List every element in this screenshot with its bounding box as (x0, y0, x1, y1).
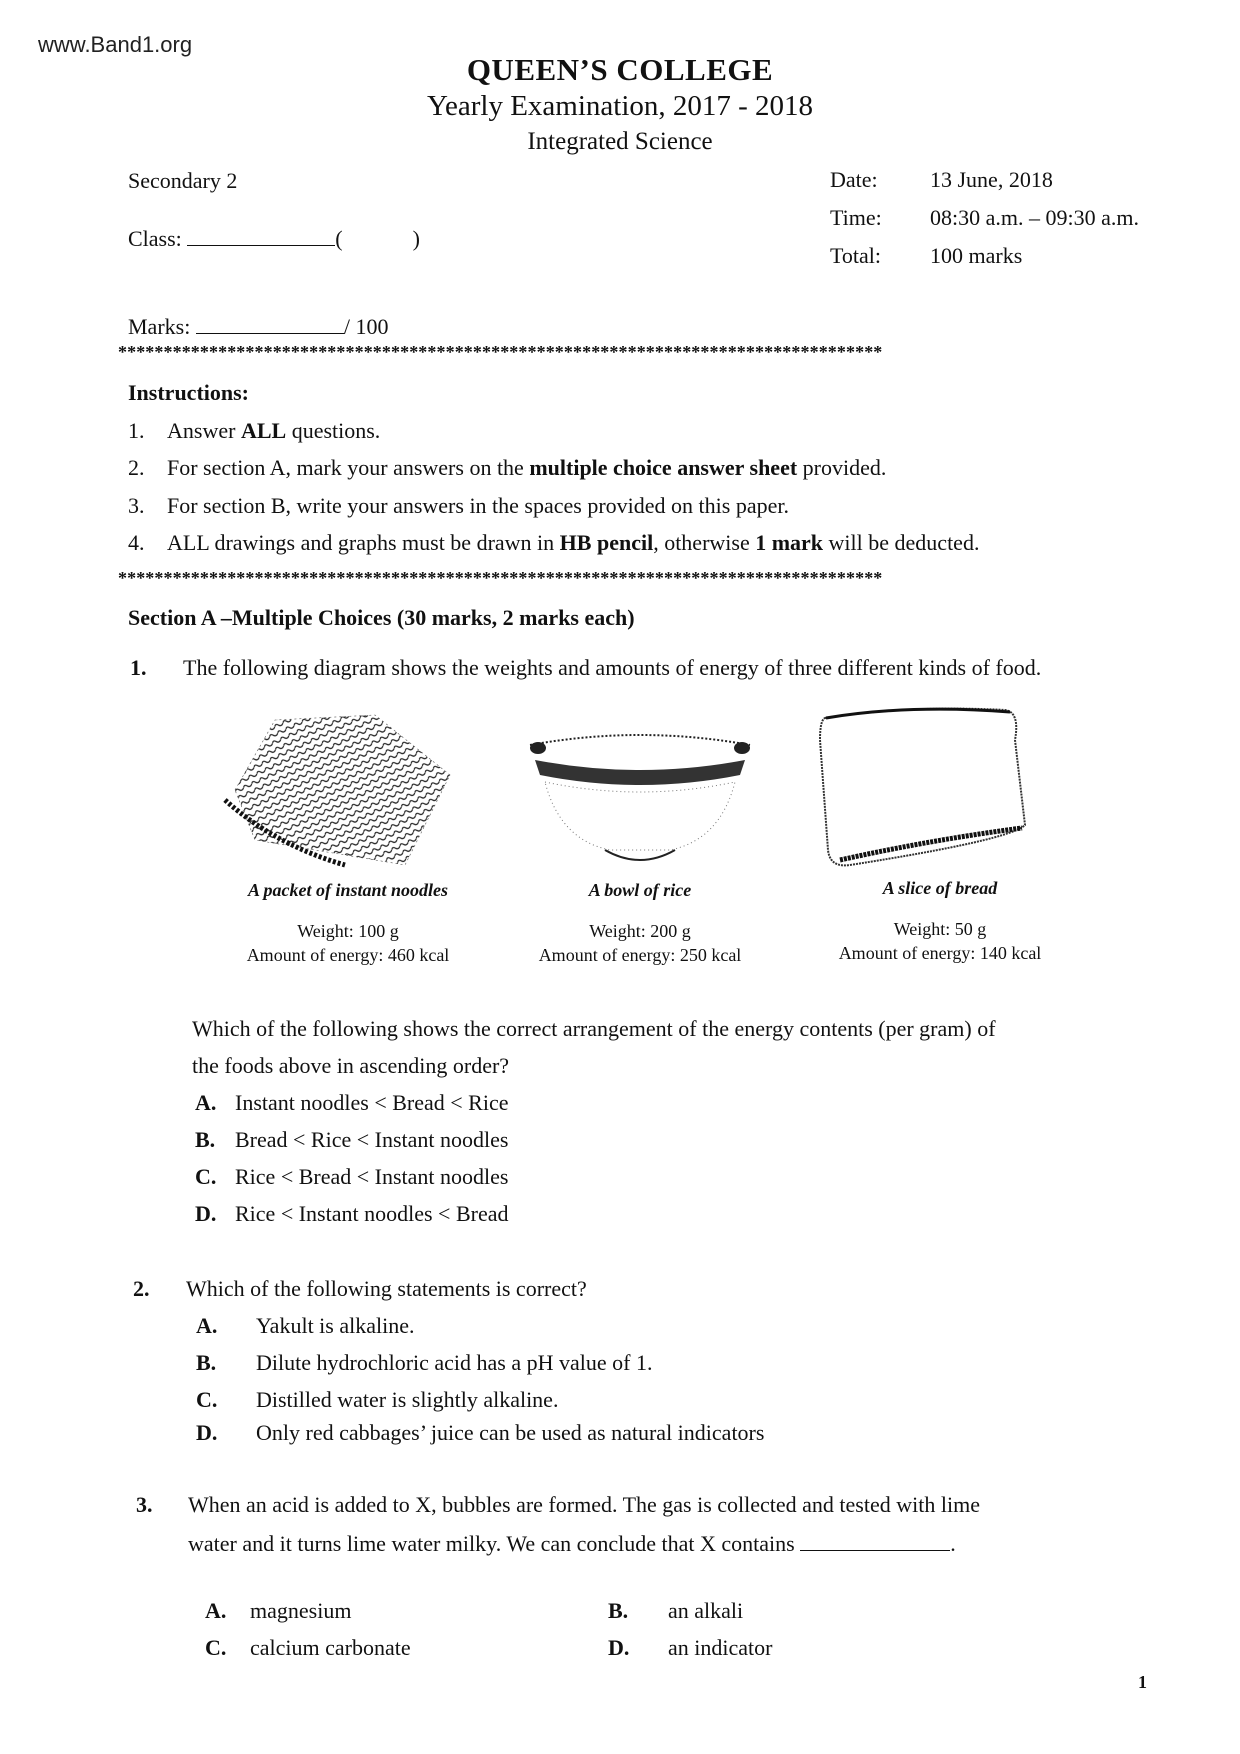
option-text: an alkali (668, 1598, 744, 1623)
instruction-text: provided. (797, 455, 887, 480)
class-paren-open: ( (335, 226, 343, 251)
option-d[interactable] (608, 1635, 772, 1661)
asterisk-separator: ************************************************************************************ (118, 568, 883, 588)
noodles-image (215, 705, 465, 875)
instruction-item (128, 418, 380, 444)
option-text: Rice < Instant noodles < Bread (235, 1201, 509, 1226)
food-card (790, 878, 1090, 965)
question-2 (133, 1276, 150, 1302)
food-name: A slice of bread (882, 878, 998, 898)
food-weight: Weight: 100 g (297, 921, 399, 941)
instruction-emphasis: 1 mark (755, 530, 824, 555)
food-card (490, 880, 790, 967)
option-c[interactable] (205, 1635, 411, 1661)
answer-blank (800, 1530, 950, 1551)
instruction-text: For section A, mark your answers on the (167, 455, 530, 480)
instruction-number: 3. (128, 493, 145, 518)
question-1-stem: Which of the following shows the correct arrangement of the energy contents (per gram) of (192, 1016, 996, 1041)
total-value: 100 marks (930, 243, 1023, 268)
option-b[interactable] (195, 1127, 508, 1153)
food-weight: Weight: 50 g (893, 919, 987, 939)
question-number: 1. (130, 655, 147, 680)
option-label: D. (196, 1420, 218, 1445)
option-a[interactable] (205, 1598, 351, 1624)
instruction-number: 2. (128, 455, 145, 480)
food-name: A packet of instant noodles (247, 880, 449, 900)
food-energy: Amount of energy: 460 kcal (246, 945, 450, 965)
question-3-stem (188, 1530, 956, 1557)
class-paren-close: ) (412, 226, 420, 251)
food-energy: Amount of energy: 140 kcal (838, 943, 1042, 963)
school-name: QUEEN’S COLLEGE (466, 52, 774, 87)
question-2-stem: Which of the following statements is correct? (186, 1276, 587, 1301)
marks-total: / 100 (343, 314, 389, 339)
question-number: 2. (133, 1276, 150, 1301)
instruction-text: will be deducted. (823, 530, 980, 555)
class-label: Class: (128, 226, 182, 251)
option-a[interactable] (196, 1313, 414, 1339)
option-label: D. (608, 1635, 630, 1660)
form-level: Secondary 2 (128, 168, 238, 193)
rice-bowl-image (520, 720, 760, 870)
question-3 (136, 1492, 153, 1518)
question-1 (130, 655, 147, 681)
class-field (128, 225, 420, 252)
option-a[interactable] (195, 1090, 508, 1116)
option-label: B. (195, 1127, 216, 1152)
option-text: Only red cabbages’ juice can be used as natural indicators (256, 1420, 765, 1445)
option-d[interactable] (196, 1420, 764, 1446)
question-1-intro: The following diagram shows the weights and amounts of energy of three different kinds of food. (183, 655, 1042, 680)
instruction-text: , otherwise (653, 530, 756, 555)
option-c[interactable] (195, 1164, 508, 1190)
option-b[interactable] (608, 1598, 743, 1624)
food-weight: Weight: 200 g (589, 921, 691, 941)
option-text: calcium carbonate (250, 1635, 411, 1660)
option-text: Distilled water is slightly alkaline. (256, 1387, 559, 1412)
option-label: C. (196, 1387, 218, 1412)
question-3-stem: When an acid is added to X, bubbles are formed. The gas is collected and tested with lime (188, 1492, 980, 1517)
bread-image (810, 700, 1030, 875)
option-label: D. (195, 1201, 217, 1226)
option-d[interactable] (195, 1201, 508, 1227)
instruction-text: For section B, write your answers in the spaces provided on this paper. (167, 493, 789, 518)
exam-title: Yearly Examination, 2017 - 2018 (426, 90, 814, 122)
marks-blank (196, 313, 344, 334)
instructions-title: Instructions: (128, 380, 250, 405)
option-label: B. (608, 1598, 629, 1623)
instruction-text: Answer (167, 418, 241, 443)
date-value: 13 June, 2018 (930, 167, 1053, 192)
watermark-url: www.Band1.org (38, 32, 193, 57)
option-label: A. (196, 1313, 218, 1338)
instruction-emphasis: HB pencil (559, 530, 654, 555)
instruction-number: 1. (128, 418, 145, 443)
option-c[interactable] (196, 1387, 558, 1413)
marks-label: Marks: (128, 314, 191, 339)
subject-title: Integrated Science (527, 128, 713, 155)
option-label: A. (205, 1598, 227, 1623)
question-number: 3. (136, 1492, 153, 1517)
instruction-text: questions. (286, 418, 381, 443)
class-blank (187, 225, 335, 246)
marks-field (128, 313, 388, 340)
question-3-stem-end: . (950, 1531, 956, 1556)
option-text: magnesium (250, 1598, 352, 1623)
question-1-stem: the foods above in ascending order? (192, 1053, 510, 1078)
total-label: Total: (830, 243, 882, 268)
option-text: Instant noodles < Bread < Rice (235, 1090, 509, 1115)
option-label: B. (196, 1350, 217, 1375)
food-name: A bowl of rice (588, 880, 692, 900)
instruction-item (128, 493, 789, 519)
food-energy: Amount of energy: 250 kcal (538, 945, 742, 965)
option-b[interactable] (196, 1350, 652, 1376)
option-text: Yakult is alkaline. (256, 1313, 415, 1338)
question-3-stem-text: water and it turns lime water milky. We can conclude that X contains (188, 1531, 795, 1556)
food-card (198, 880, 498, 967)
instruction-emphasis: multiple choice answer sheet (529, 455, 798, 480)
instruction-item (128, 530, 979, 556)
option-text: Rice < Bread < Instant noodles (235, 1164, 509, 1189)
option-label: A. (195, 1090, 217, 1115)
time-label: Time: (830, 205, 882, 230)
time-value: 08:30 a.m. – 09:30 a.m. (930, 205, 1139, 230)
option-label: C. (205, 1635, 227, 1660)
section-a-title: Section A –Multiple Choices (30 marks, 2 marks each) (128, 605, 635, 630)
option-text: an indicator (668, 1635, 773, 1660)
option-label: C. (195, 1164, 217, 1189)
option-text: Dilute hydrochloric acid has a pH value of 1. (256, 1350, 653, 1375)
instruction-text: ALL drawings and graphs must be drawn in (167, 530, 560, 555)
option-text: Bread < Rice < Instant noodles (235, 1127, 509, 1152)
page-number: 1 (1138, 1672, 1147, 1692)
instruction-emphasis: ALL (240, 418, 287, 443)
instruction-item (128, 455, 886, 481)
date-label: Date: (830, 167, 878, 192)
instruction-number: 4. (128, 530, 145, 555)
asterisk-separator: ************************************************************************************ (118, 342, 883, 362)
